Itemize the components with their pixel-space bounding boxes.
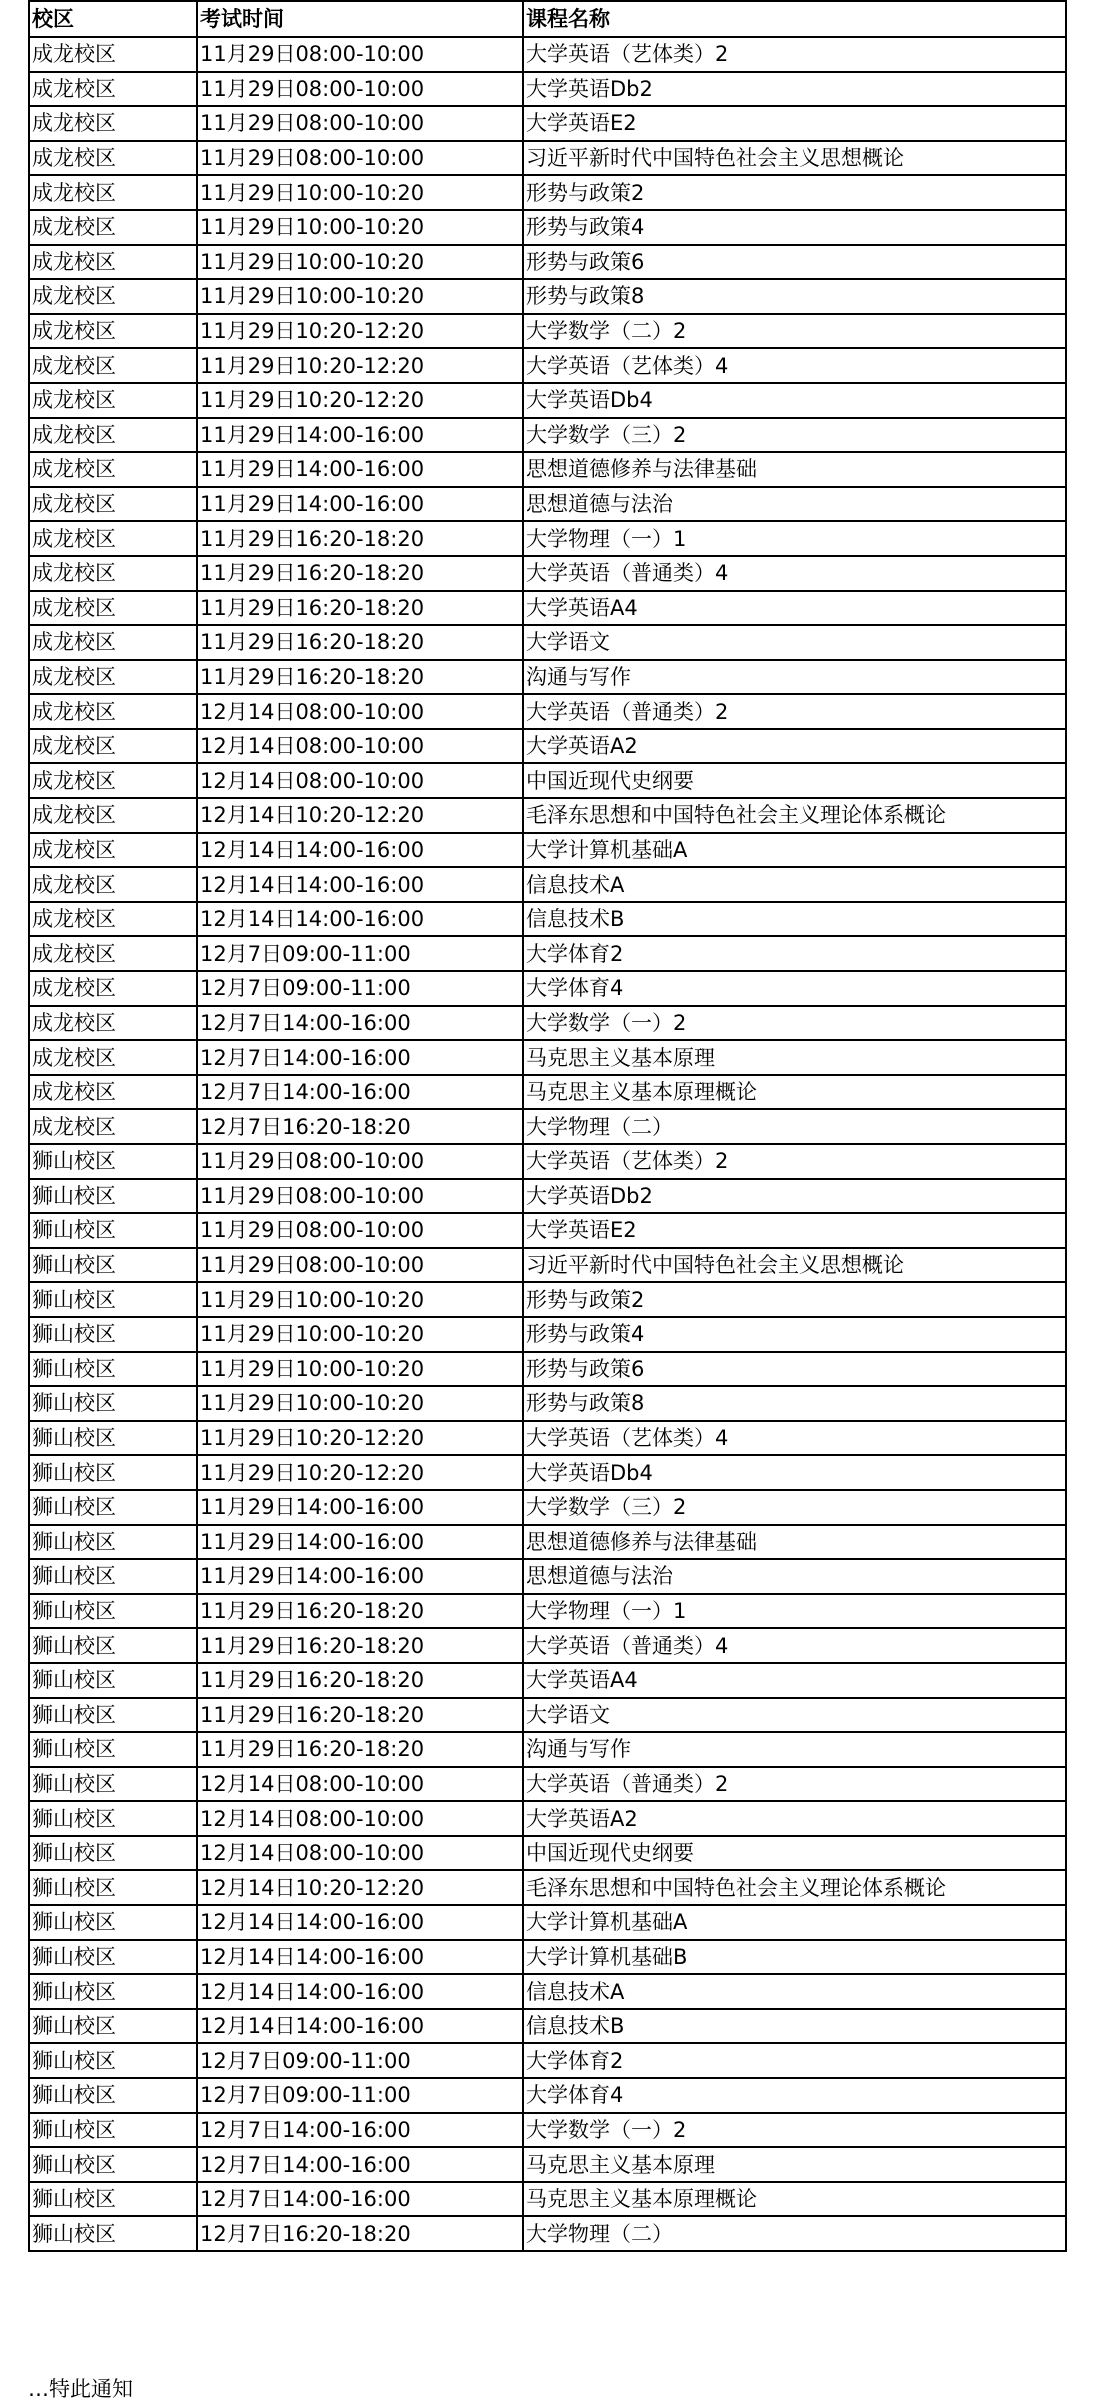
campus-cell: 狮山校区 [29,1386,197,1421]
table-row [29,2216,1066,2251]
exam-time-cell: 12月7日09:00-11:00 [197,2043,523,2078]
course-name-cell: 大学物理（一）1 [523,1594,1066,1629]
campus-cell: 成龙校区 [29,383,197,418]
campus-cell: 成龙校区 [29,141,197,176]
course-name-cell: 大学英语（普通类）4 [523,556,1066,591]
exam-time-cell: 12月14日14:00-16:00 [197,1974,523,2009]
course-name-cell: 思想道德修养与法律基础 [523,452,1066,487]
course-name-cell: 马克思主义基本原理 [523,1040,1066,1075]
course-name-cell: 大学英语A2 [523,729,1066,764]
table-row [29,1559,1066,1594]
course-name-cell: 大学英语（普通类）2 [523,694,1066,729]
table-row [29,556,1066,591]
table-row [29,729,1066,764]
table-row [29,1905,1066,1940]
course-name-cell: 大学英语（艺体类）4 [523,348,1066,383]
campus-cell: 成龙校区 [29,936,197,971]
campus-cell: 狮山校区 [29,2078,197,2113]
table-row [29,2147,1066,2182]
campus-cell: 成龙校区 [29,72,197,107]
table-row [29,1732,1066,1767]
campus-cell: 成龙校区 [29,694,197,729]
table-row [29,902,1066,937]
campus-cell: 成龙校区 [29,106,197,141]
course-name-cell: 大学英语（普通类）2 [523,1767,1066,1802]
table-row [29,314,1066,349]
exam-time-cell: 11月29日14:00-16:00 [197,418,523,453]
exam-time-cell: 11月29日10:20-12:20 [197,348,523,383]
campus-cell: 成龙校区 [29,867,197,902]
table-row [29,1040,1066,1075]
exam-time-cell: 12月14日14:00-16:00 [197,867,523,902]
campus-cell: 狮山校区 [29,2147,197,2182]
table-row [29,2043,1066,2078]
table-row [29,2078,1066,2113]
table-row [29,1248,1066,1283]
exam-time-cell: 12月14日08:00-10:00 [197,729,523,764]
course-name-cell: 马克思主义基本原理概论 [523,2182,1066,2217]
course-name-cell: 大学英语（普通类）4 [523,1628,1066,1663]
course-name-cell: 大学英语A4 [523,1663,1066,1698]
campus-cell: 成龙校区 [29,763,197,798]
exam-time-cell: 11月29日08:00-10:00 [197,141,523,176]
table-row [29,1213,1066,1248]
exam-time-cell: 12月14日08:00-10:00 [197,1836,523,1871]
exam-time-cell: 11月29日16:20-18:20 [197,521,523,556]
course-name-cell: 形势与政策8 [523,1386,1066,1421]
table-row [29,1525,1066,1560]
table-row [29,2113,1066,2148]
campus-cell: 成龙校区 [29,902,197,937]
table-row [29,1974,1066,2009]
campus-cell: 狮山校区 [29,2182,197,2217]
table-row [29,971,1066,1006]
exam-time-cell: 11月29日10:00-10:20 [197,279,523,314]
exam-time-cell: 12月7日14:00-16:00 [197,1075,523,1110]
course-name-cell: 习近平新时代中国特色社会主义思想概论 [523,1248,1066,1283]
campus-cell: 成龙校区 [29,556,197,591]
header-course-name: 课程名称 [523,1,1066,37]
course-name-cell: 大学数学（一）2 [523,2113,1066,2148]
table-row [29,210,1066,245]
campus-cell: 狮山校区 [29,1870,197,1905]
campus-cell: 成龙校区 [29,452,197,487]
exam-time-cell: 11月29日08:00-10:00 [197,1144,523,1179]
table-row [29,798,1066,833]
campus-cell: 成龙校区 [29,175,197,210]
course-name-cell: 形势与政策6 [523,245,1066,280]
exam-time-cell: 12月14日08:00-10:00 [197,1801,523,1836]
campus-cell: 狮山校区 [29,1421,197,1456]
table-row [29,1628,1066,1663]
table-row [29,418,1066,453]
course-name-cell: 思想道德与法治 [523,487,1066,522]
table-row [29,1317,1066,1352]
exam-time-cell: 11月29日16:20-18:20 [197,1698,523,1733]
campus-cell: 狮山校区 [29,1352,197,1387]
exam-time-cell: 12月7日16:20-18:20 [197,2216,523,2251]
table-row [29,106,1066,141]
table-row [29,591,1066,626]
exam-time-cell: 11月29日14:00-16:00 [197,1559,523,1594]
exam-time-cell: 11月29日16:20-18:20 [197,556,523,591]
exam-time-cell: 12月7日09:00-11:00 [197,936,523,971]
campus-cell: 成龙校区 [29,591,197,626]
table-row [29,1836,1066,1871]
course-name-cell: 大学计算机基础A [523,833,1066,868]
table-row [29,1594,1066,1629]
campus-cell: 成龙校区 [29,1040,197,1075]
campus-cell: 成龙校区 [29,798,197,833]
campus-cell: 狮山校区 [29,1905,197,1940]
exam-time-cell: 12月14日08:00-10:00 [197,694,523,729]
exam-time-cell: 12月14日08:00-10:00 [197,763,523,798]
table-row [29,1006,1066,1041]
campus-cell: 成龙校区 [29,1109,197,1144]
campus-cell: 成龙校区 [29,729,197,764]
exam-time-cell: 12月14日14:00-16:00 [197,2009,523,2044]
exam-time-cell: 11月29日08:00-10:00 [197,1179,523,1214]
course-name-cell: 大学体育4 [523,2078,1066,2113]
table-row [29,2182,1066,2217]
exam-time-cell: 12月14日14:00-16:00 [197,902,523,937]
exam-time-cell: 11月29日08:00-10:00 [197,72,523,107]
table-row [29,1075,1066,1110]
course-name-cell: 思想道德修养与法律基础 [523,1525,1066,1560]
course-name-cell: 中国近现代史纲要 [523,763,1066,798]
course-name-cell: 大学体育2 [523,936,1066,971]
exam-time-cell: 11月29日10:20-12:20 [197,1455,523,1490]
exam-schedule-table [28,0,1067,2252]
course-name-cell: 中国近现代史纲要 [523,1836,1066,1871]
course-name-cell: 信息技术B [523,2009,1066,2044]
exam-time-cell: 11月29日16:20-18:20 [197,660,523,695]
course-name-cell: 大学英语Db4 [523,1455,1066,1490]
course-name-cell: 大学数学（三）2 [523,418,1066,453]
exam-time-cell: 12月14日14:00-16:00 [197,833,523,868]
course-name-cell: 大学语文 [523,625,1066,660]
campus-cell: 狮山校区 [29,1213,197,1248]
campus-cell: 成龙校区 [29,279,197,314]
course-name-cell: 大学英语E2 [523,1213,1066,1248]
campus-cell: 狮山校区 [29,1317,197,1352]
course-name-cell: 大学数学（三）2 [523,1490,1066,1525]
exam-time-cell: 11月29日10:20-12:20 [197,1421,523,1456]
course-name-cell: 思想道德与法治 [523,1559,1066,1594]
campus-cell: 狮山校区 [29,1248,197,1283]
campus-cell: 成龙校区 [29,487,197,522]
course-name-cell: 大学英语E2 [523,106,1066,141]
course-name-cell: 大学英语（艺体类）2 [523,1144,1066,1179]
campus-cell: 狮山校区 [29,1698,197,1733]
table-row [29,1421,1066,1456]
course-name-cell: 形势与政策2 [523,1282,1066,1317]
campus-cell: 成龙校区 [29,210,197,245]
course-name-cell: 大学数学（二）2 [523,314,1066,349]
course-name-cell: 马克思主义基本原理概论 [523,1075,1066,1110]
course-name-cell: 形势与政策6 [523,1352,1066,1387]
exam-time-cell: 12月7日14:00-16:00 [197,2113,523,2148]
campus-cell: 成龙校区 [29,521,197,556]
table-row [29,1490,1066,1525]
exam-time-cell: 12月14日10:20-12:20 [197,798,523,833]
course-name-cell: 形势与政策4 [523,1317,1066,1352]
table-row [29,1282,1066,1317]
campus-cell: 狮山校区 [29,1455,197,1490]
table-row [29,660,1066,695]
campus-cell: 成龙校区 [29,37,197,72]
course-name-cell: 大学英语A2 [523,1801,1066,1836]
table-row [29,72,1066,107]
exam-time-cell: 11月29日16:20-18:20 [197,1594,523,1629]
campus-cell: 狮山校区 [29,2043,197,2078]
course-name-cell: 大学英语Db2 [523,1179,1066,1214]
exam-time-cell: 11月29日10:00-10:20 [197,175,523,210]
course-name-cell: 信息技术A [523,1974,1066,2009]
course-name-cell: 大学物理（一）1 [523,521,1066,556]
table-row [29,1767,1066,1802]
exam-time-cell: 11月29日14:00-16:00 [197,1525,523,1560]
course-name-cell: 形势与政策4 [523,210,1066,245]
course-name-cell: 沟通与写作 [523,660,1066,695]
campus-cell: 成龙校区 [29,348,197,383]
table-row [29,763,1066,798]
exam-time-cell: 11月29日10:00-10:20 [197,1386,523,1421]
table-body [29,37,1066,2251]
header-exam-time: 考试时间 [197,1,523,37]
table-row [29,37,1066,72]
exam-time-cell: 12月7日16:20-18:20 [197,1109,523,1144]
table-header-row [29,1,1066,37]
campus-cell: 成龙校区 [29,245,197,280]
exam-time-cell: 11月29日16:20-18:20 [197,1732,523,1767]
course-name-cell: 大学物理（二） [523,2216,1066,2251]
campus-cell: 狮山校区 [29,1525,197,1560]
exam-time-cell: 11月29日10:00-10:20 [197,210,523,245]
exam-time-cell: 11月29日08:00-10:00 [197,37,523,72]
campus-cell: 狮山校区 [29,2113,197,2148]
table-row [29,1144,1066,1179]
course-name-cell: 习近平新时代中国特色社会主义思想概论 [523,141,1066,176]
table-row [29,1109,1066,1144]
campus-cell: 狮山校区 [29,1974,197,2009]
campus-cell: 狮山校区 [29,1490,197,1525]
campus-cell: 狮山校区 [29,1282,197,1317]
exam-time-cell: 12月14日14:00-16:00 [197,1905,523,1940]
course-name-cell: 形势与政策8 [523,279,1066,314]
campus-cell: 狮山校区 [29,2009,197,2044]
header-campus: 校区 [29,1,197,37]
table-row [29,521,1066,556]
table-row [29,452,1066,487]
course-name-cell: 大学体育2 [523,2043,1066,2078]
exam-time-cell: 11月29日08:00-10:00 [197,1213,523,1248]
course-name-cell: 马克思主义基本原理 [523,2147,1066,2182]
course-name-cell: 大学英语Db2 [523,72,1066,107]
campus-cell: 狮山校区 [29,1940,197,1975]
exam-time-cell: 12月14日10:20-12:20 [197,1870,523,1905]
campus-cell: 狮山校区 [29,1144,197,1179]
campus-cell: 狮山校区 [29,1594,197,1629]
table-row [29,1940,1066,1975]
table-row [29,1455,1066,1490]
table-row [29,348,1066,383]
table-row [29,1386,1066,1421]
course-name-cell: 大学计算机基础A [523,1905,1066,1940]
course-name-cell: 大学英语A4 [523,591,1066,626]
table-row [29,487,1066,522]
campus-cell: 成龙校区 [29,314,197,349]
course-name-cell: 形势与政策2 [523,175,1066,210]
exam-time-cell: 11月29日16:20-18:20 [197,625,523,660]
campus-cell: 狮山校区 [29,1179,197,1214]
course-name-cell: 大学物理（二） [523,1109,1066,1144]
table-row [29,1870,1066,1905]
table-row [29,625,1066,660]
table-row [29,175,1066,210]
campus-cell: 狮山校区 [29,1559,197,1594]
course-name-cell: 信息技术B [523,902,1066,937]
course-name-cell: 信息技术A [523,867,1066,902]
campus-cell: 成龙校区 [29,625,197,660]
exam-time-cell: 11月29日08:00-10:00 [197,106,523,141]
campus-cell: 成龙校区 [29,418,197,453]
exam-time-cell: 12月7日14:00-16:00 [197,1040,523,1075]
course-name-cell: 大学语文 [523,1698,1066,1733]
campus-cell: 成龙校区 [29,1006,197,1041]
exam-time-cell: 12月14日08:00-10:00 [197,1767,523,1802]
table-row [29,383,1066,418]
exam-time-cell: 11月29日14:00-16:00 [197,1490,523,1525]
exam-time-cell: 12月14日14:00-16:00 [197,1940,523,1975]
table-row [29,694,1066,729]
course-name-cell: 毛泽东思想和中国特色社会主义理论体系概论 [523,798,1066,833]
exam-time-cell: 11月29日16:20-18:20 [197,591,523,626]
campus-cell: 狮山校区 [29,1663,197,1698]
table-row [29,833,1066,868]
course-name-cell: 沟通与写作 [523,1732,1066,1767]
campus-cell: 成龙校区 [29,1075,197,1110]
course-name-cell: 毛泽东思想和中国特色社会主义理论体系概论 [523,1870,1066,1905]
footer-note: …特此通知 [28,2377,133,2401]
exam-time-cell: 11月29日14:00-16:00 [197,452,523,487]
exam-time-cell: 12月7日09:00-11:00 [197,2078,523,2113]
campus-cell: 狮山校区 [29,1801,197,1836]
campus-cell: 狮山校区 [29,1732,197,1767]
course-name-cell: 大学计算机基础B [523,1940,1066,1975]
exam-time-cell: 11月29日14:00-16:00 [197,487,523,522]
exam-time-cell: 11月29日10:20-12:20 [197,383,523,418]
table-row [29,279,1066,314]
table-row [29,1663,1066,1698]
table-row [29,245,1066,280]
table-row [29,867,1066,902]
table-row [29,2009,1066,2044]
exam-time-cell: 12月7日09:00-11:00 [197,971,523,1006]
exam-time-cell: 11月29日16:20-18:20 [197,1628,523,1663]
exam-time-cell: 11月29日16:20-18:20 [197,1663,523,1698]
table-row [29,141,1066,176]
table-row [29,936,1066,971]
exam-time-cell: 11月29日10:20-12:20 [197,314,523,349]
course-name-cell: 大学英语Db4 [523,383,1066,418]
exam-time-cell: 12月7日14:00-16:00 [197,2182,523,2217]
campus-cell: 成龙校区 [29,971,197,1006]
exam-time-cell: 11月29日08:00-10:00 [197,1248,523,1283]
campus-cell: 狮山校区 [29,1767,197,1802]
exam-time-cell: 11月29日10:00-10:20 [197,245,523,280]
exam-time-cell: 12月7日14:00-16:00 [197,1006,523,1041]
campus-cell: 狮山校区 [29,2216,197,2251]
campus-cell: 成龙校区 [29,833,197,868]
exam-time-cell: 11月29日10:00-10:20 [197,1317,523,1352]
table-row [29,1698,1066,1733]
campus-cell: 狮山校区 [29,1628,197,1663]
exam-time-cell: 12月7日14:00-16:00 [197,2147,523,2182]
exam-time-cell: 11月29日10:00-10:20 [197,1282,523,1317]
table-row [29,1801,1066,1836]
course-name-cell: 大学数学（一）2 [523,1006,1066,1041]
course-name-cell: 大学英语（艺体类）2 [523,37,1066,72]
table-row [29,1179,1066,1214]
exam-time-cell: 11月29日10:00-10:20 [197,1352,523,1387]
campus-cell: 狮山校区 [29,1836,197,1871]
course-name-cell: 大学体育4 [523,971,1066,1006]
table-row [29,1352,1066,1387]
course-name-cell: 大学英语（艺体类）4 [523,1421,1066,1456]
campus-cell: 成龙校区 [29,660,197,695]
